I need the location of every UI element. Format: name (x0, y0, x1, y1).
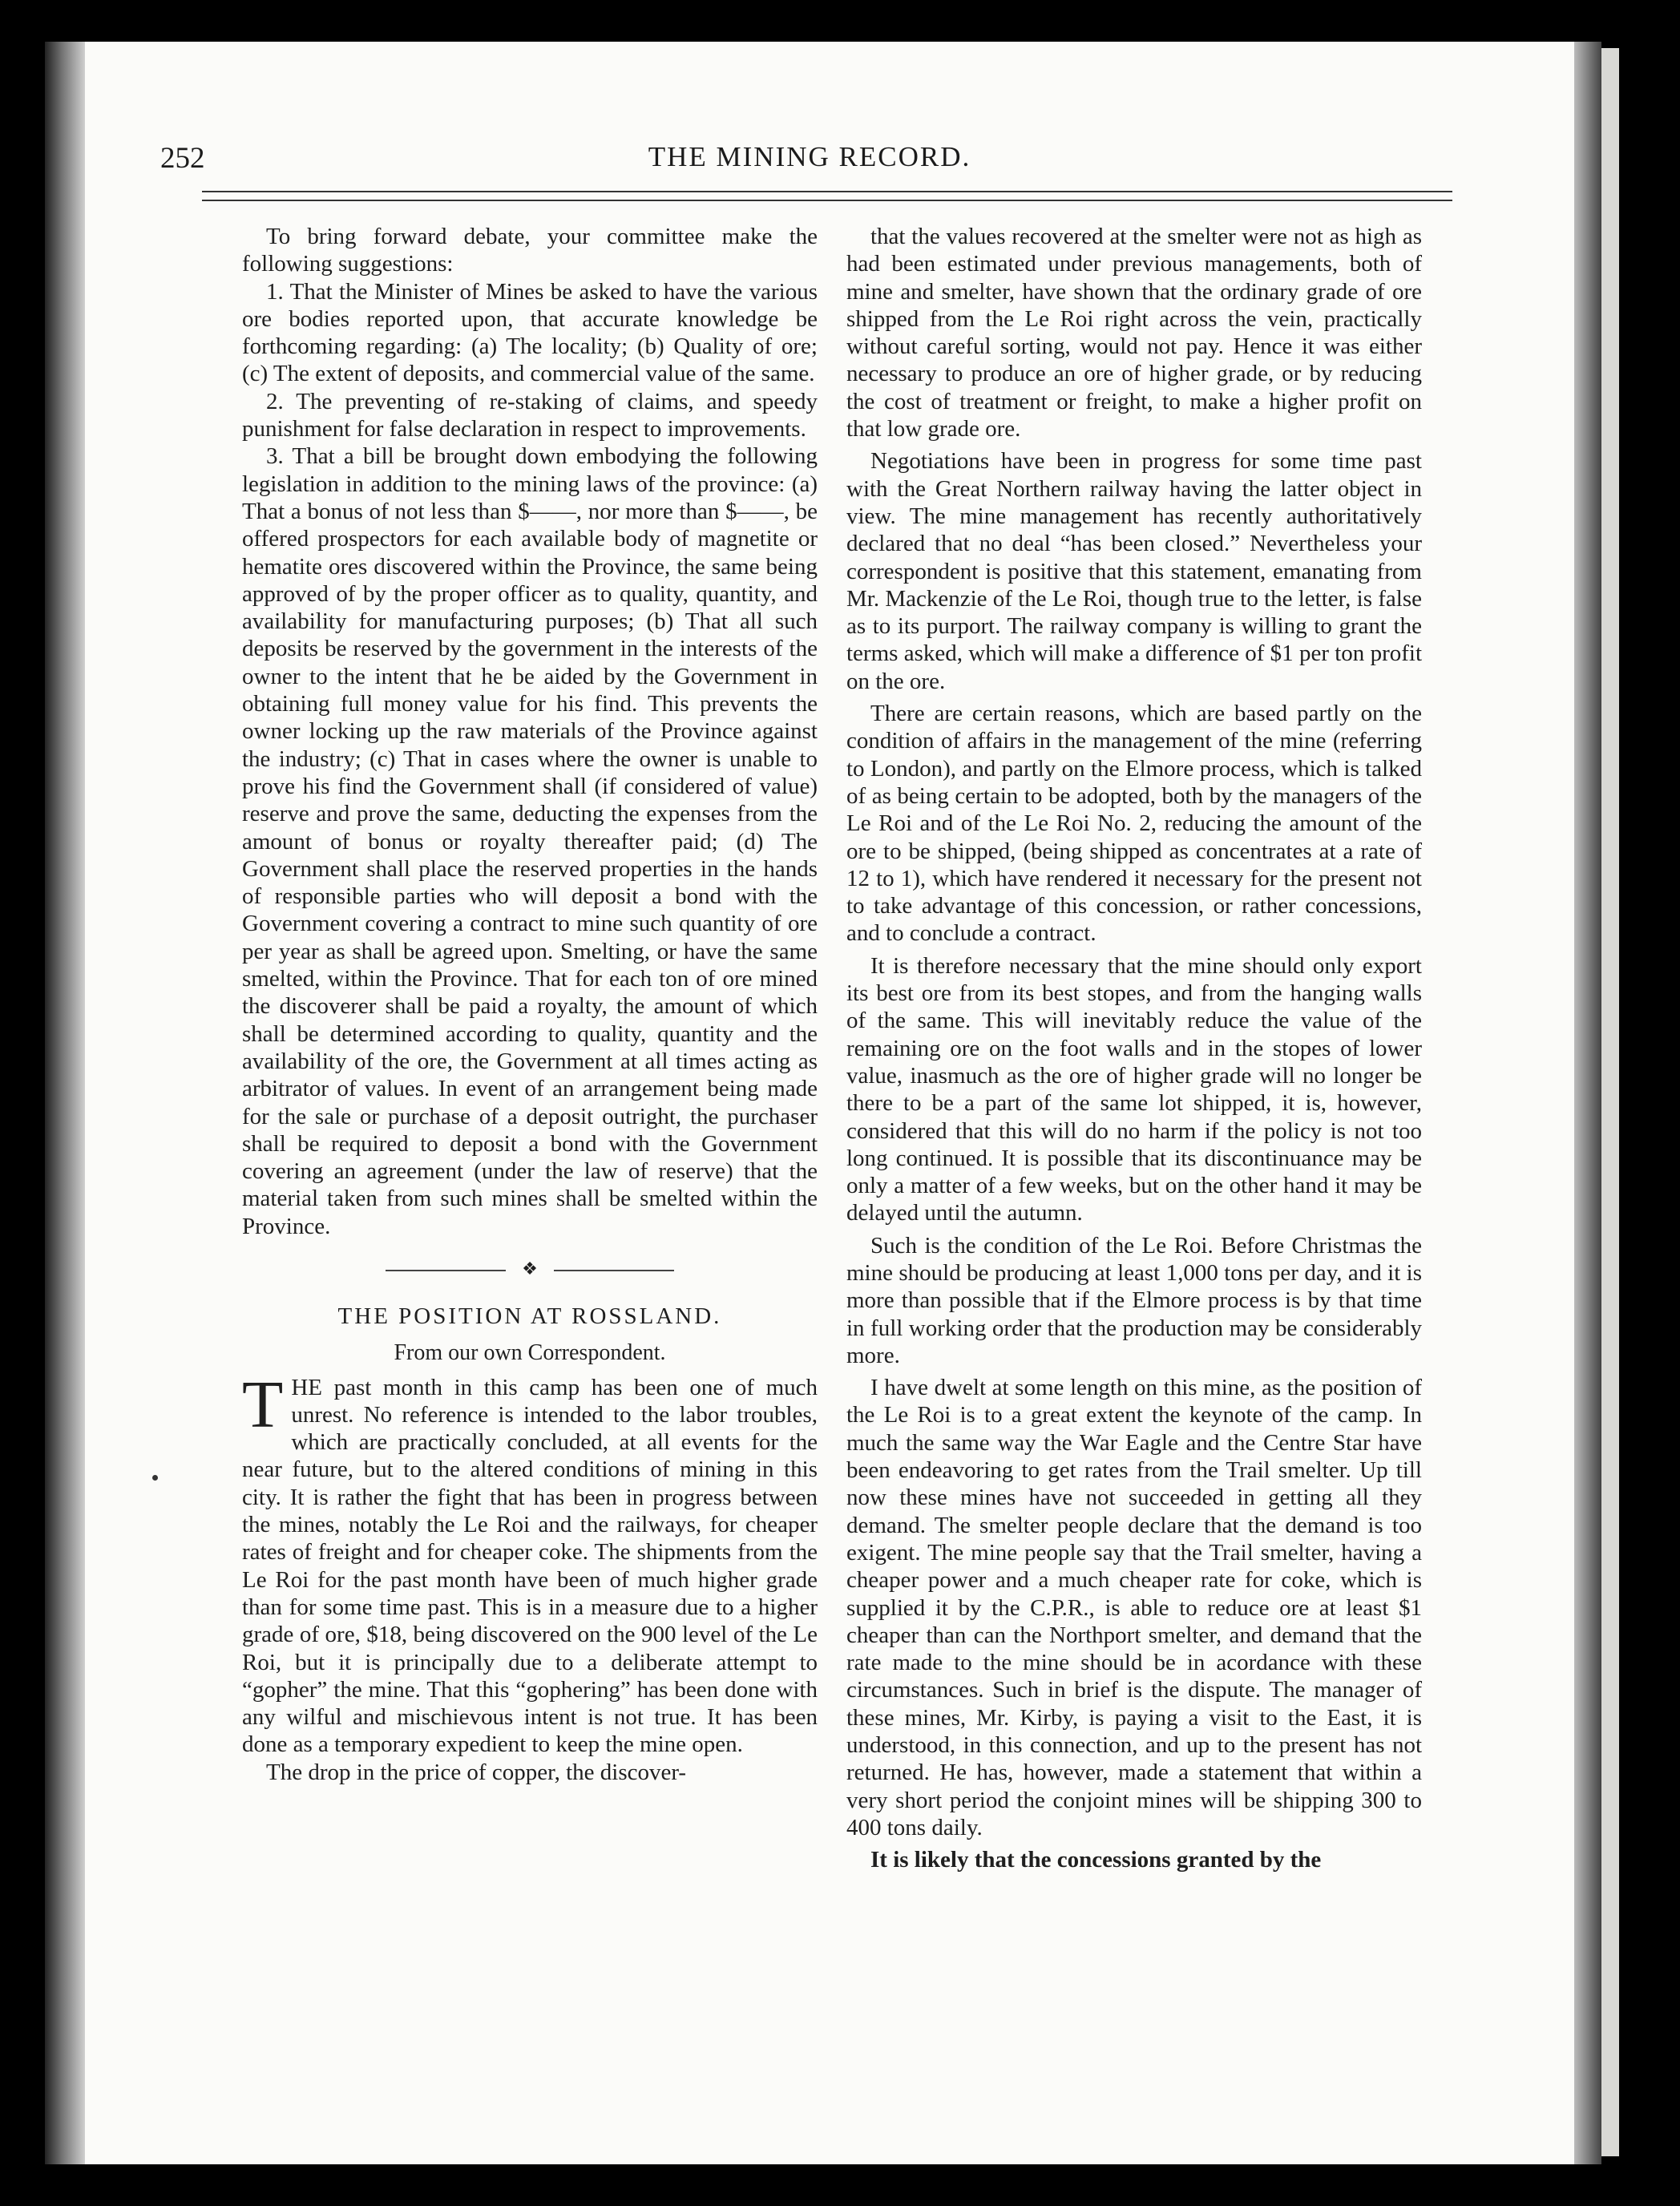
section-title: THE POSITION AT ROSSLAND. (337, 1303, 722, 1329)
certain-reasons-paragraph: There are certain reasons, which are based partly on the condition of affairs in the management of the mine (referring to London), and partly on the Elmore process, which is talked of as being certain to be adopted, both by the managers of the Le Roi and of the Le Roi No. 2, reducing the amount of the ore to be shipped, (being shipped as concentrates at a rate of 12 to 1), which have rendered it necessary for the present not to take advantage of this concession, or rather concessions, and to conclude a contract. (846, 701, 1422, 947)
negotiations-paragraph: Negotiations have been in progress for some time past with the Great Northern railway having the latter object in view. The mine management has recently authoritatively declared that no deal “has been closed.” Nevertheless your correspondent is positive that this statement, emanating from Mr. Mackenzie of the Le Roi, though true to the letter, is false as to its purport. The railway company is willing to grant the terms asked, which will make a difference of $1 per ton profit on the ore. (846, 448, 1422, 694)
values-recovered-paragraph: that the values recovered at the smelter were not as high as had been estimated under previous managements, both of mine and smelter, have shown that the ordinary grade of ore shipped from the Le Roi right across the vein, practically without careful sorting, would not pay. Hence it was either necessary to produce an ore of higher grade, or by reducing the cost of treatment or freight, to make a higher profit on that low grade ore. (846, 224, 1422, 442)
rossland-opening-paragraph (242, 1367, 818, 1759)
right-column (846, 223, 1422, 1874)
adjacent-page-edge (1601, 48, 1619, 2156)
divider-ornament-icon: ❖ (522, 1258, 538, 1279)
divider-line-left (386, 1270, 506, 1271)
suggestion-3-paragraph: 3. That a bill be brought down embodying the following legislation in addition to the mining laws of the province: (a) That a bonus of not less than $——, nor more than $——, be offered prospectors for each available body of magnetite or hematite ores discovered within the Province, the same being approved of by the proper officer as to quality, quantity, and availability for manufacturing purposes; (b) That all such deposits be reserved by the government in the interests of the owner to the intent that he be aided by the Government in obtaining full money value for his find. This prevents the owner locking up the raw materials of the Province against the industry; (c) That in cases where the owner is unable to prove his find the Government shall (if considered of value) reserve and prove the same, deducting the expenses from the amount of bonus or royalty thereafter paid; (d) The Government shall place the reserved properties in the hands of responsible parties who will deposit a bond with the Government covering a contract to mine such quantity of ore per year as shall be agreed upon. Smelting, or have the same smelted, within the Province. That for each ton of ore mined the discoverer shall be paid a royalty, the amount of which shall be determined according to quality, quantity and the availability of the ore, the Government at all times acting as arbitrator of values. In event of an arrangement being made for the sale or purchase of a deposit outright, the purchaser shall be required to deposit a bond with the Government covering an agreement (under the law of reserve) that the material taken from such mines shall be smelted within the Province. (242, 443, 818, 1239)
drop-cap: T (242, 1367, 284, 1442)
committee-intro-paragraph: To bring forward debate, your committee make the following suggestions: (242, 224, 818, 277)
page-gutter-shadow (1574, 42, 1601, 2164)
page-number: 252 (160, 142, 205, 175)
concessions-paragraph: It is likely that the concessions granted by the (870, 1847, 1322, 1873)
divider-line-right (554, 1270, 674, 1271)
copper-price-paragraph: The drop in the price of copper, the discover- (266, 1759, 687, 1785)
suggestion-2-paragraph: 2. The preventing of re-staking of claims, and speedy punishment for false declaration in respect to improvements. (242, 388, 818, 442)
running-title: THE MINING RECORD. (648, 141, 971, 172)
header-double-rule (202, 191, 1452, 201)
section-divider (386, 1258, 674, 1282)
trail-smelter-paragraph: I have dwelt at some length on this mine, as the position of the Le Roi is to a great extent the keynote of the camp. In much the same way the War Eagle and the Centre Star have been endeavoring to get rates from the Trail smelter. Up till now these mines have not succeeded in getting all they demand. The smelter people declare that the demand is too exigent. The mine people say that the Trail smelter, having a cheaper power and a much cheaper rate for coke, which is supplied it by the C.P.R., is able to reduce ore at least $1 cheaper than can the Northport smelter, and demand that the rate made to the mine should be in acordance with these circumstances. Such in brief is the dispute. The manager of these mines, Mr. Kirby, is paying a visit to the East, it is understood, in this connection, and up to the present has not returned. He has, however, made a statement that within a very short period the conjoint mines will be shipping 300 to 400 tons daily. (846, 1375, 1422, 1840)
opening-paragraph-text: HE past month in this camp has been one of much unrest. No reference is intended to the labor troubles, which are practically concluded, at all events for the near future, but to the altered conditions of mining in this city. It is rather the fight that has been in progress between the mines, notably the Le Roi and the railways, for cheaper rates of freight and for cheaper coke. The shipments from the Le Roi for the past month have been of much higher grade than for some time past. This is in a measure due to a higher grade of ore, $18, being discovered on the 900 level of the Le Roi, but it is principally due to a deliberate attempt to “gopher” the mine. That this “gophering” has been done with any wilful and mischievous intent is not true. It has been done as a temporary expedient to keep the mine open. (242, 1374, 818, 1758)
suggestion-1-paragraph: 1. That the Minister of Mines be asked to have the various ore bodies reported upon, that accurate knowledge be forthcoming regarding: (a) The locality; (b) Quality of ore; (c) The extent of deposits, and commercial value of the same. (242, 278, 818, 387)
margin-speck (152, 1475, 158, 1481)
article-byline: From our own Correspondent. (394, 1340, 666, 1366)
left-column (242, 223, 818, 1786)
scan-border-left (45, 42, 85, 2164)
le-roi-condition-paragraph: Such is the condition of the Le Roi. Before Christmas the mine should be producing at least 1,000 tons per day, and it is more than possible that if the Elmore process is by that time in full working order that the production may be considerably more. (846, 1232, 1422, 1368)
best-ore-paragraph: It is therefore necessary that the mine should only export its best ore from its best stopes, and from the hanging walls of the same. This will inevitably reduce the value of the remaining ore on the foot walls and in the stopes of lower value, inasmuch as the ore of higher grade will no longer be there to be a part of the same lot shipped, it is, however, considered that this will do no harm if the policy is not too long continued. It is possible that its discontinuance may be only a matter of a few weeks, but on the other hand it may be delayed until the autumn. (846, 952, 1422, 1226)
page-header (160, 135, 1459, 183)
